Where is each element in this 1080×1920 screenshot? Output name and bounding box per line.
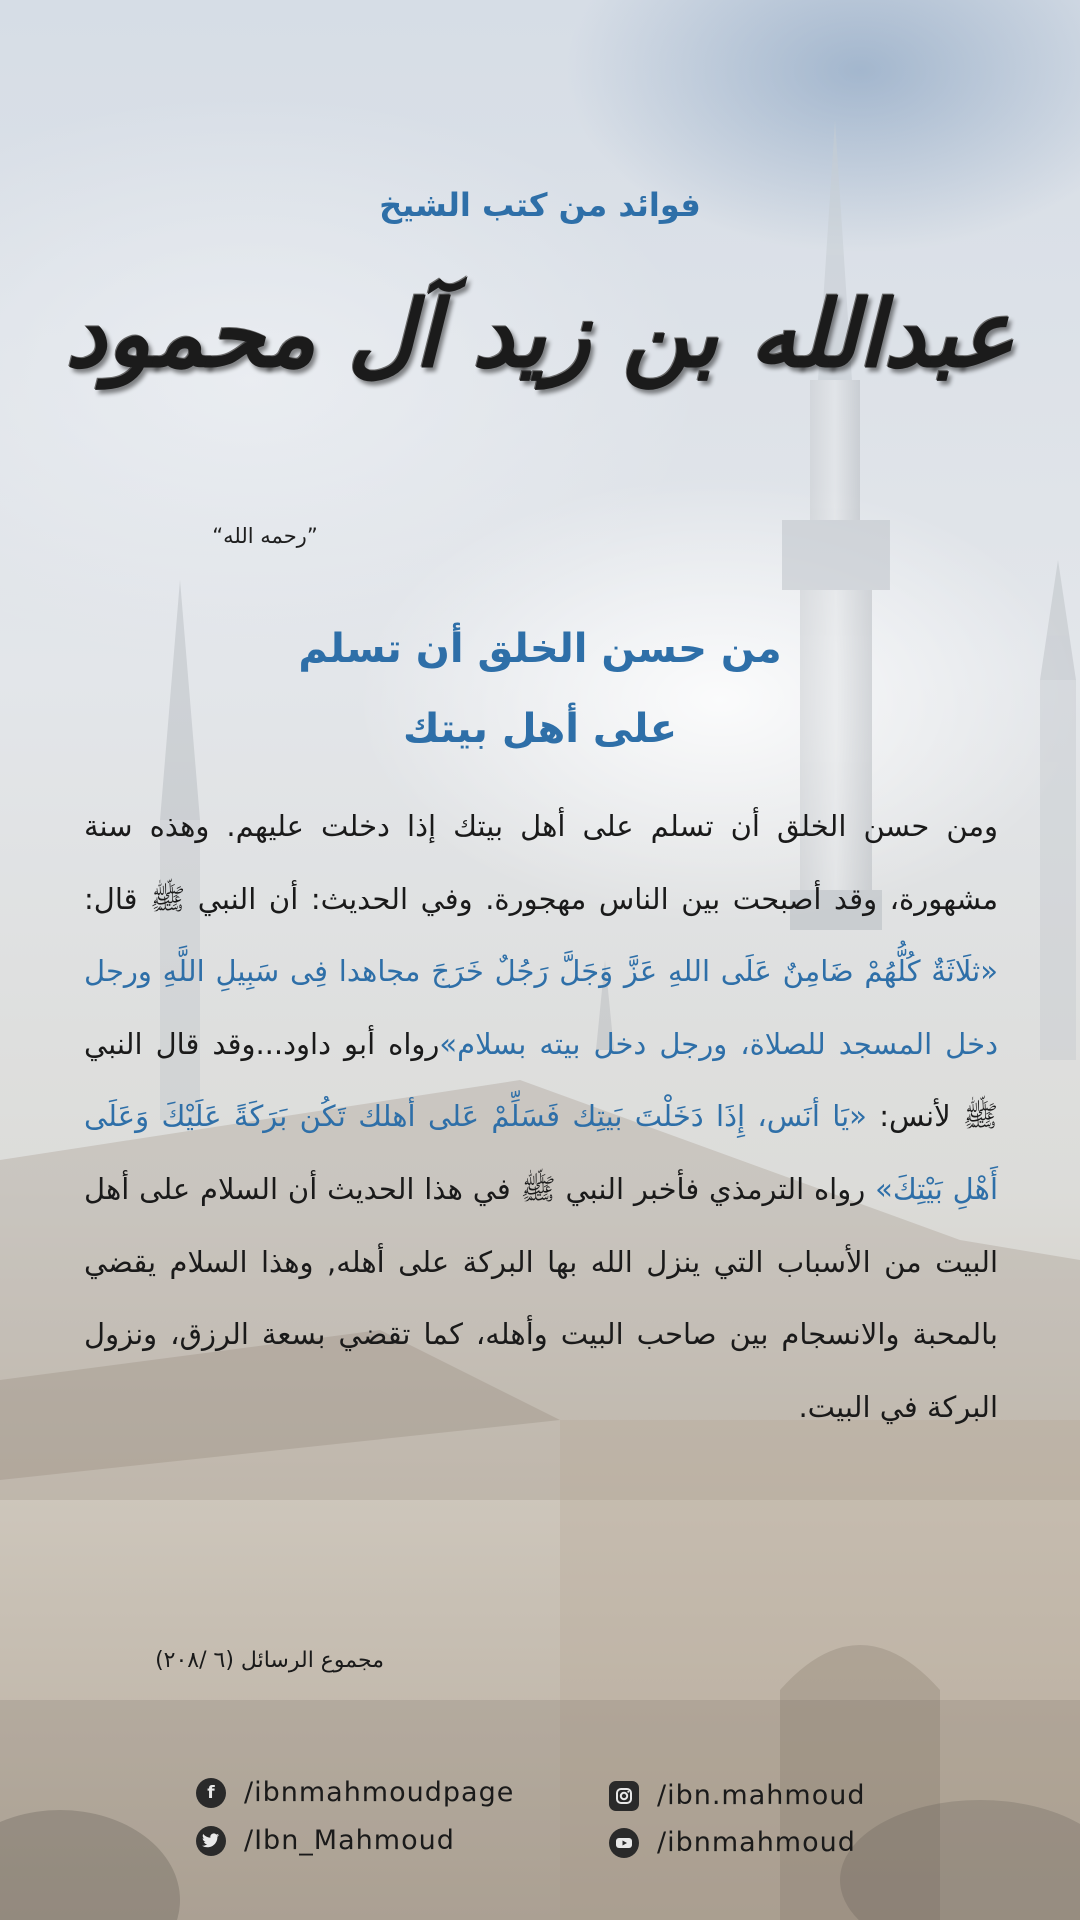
body-paragraph-3: رواه الترمذي فأخبر النبي ﷺ في هذا الحديث أن السلام على أهل البيت من الأسباب التي ينزل الله بها البركة على أهله, وهذا السلام يقضي بالمحبة والانسجام بين صاحب البيت وأهله، كما تقضي بسعة الرزق، ونزول البركة في البيت. bbox=[84, 1171, 998, 1424]
youtube-link[interactable] bbox=[609, 1827, 856, 1858]
hadith-quote-2: «يَا أنَس، إِذَا دَخَلْتَ بَيتِك فَسَلِّمْ عَلى أهلك تَكُن بَرَكَةً عَلَيْكَ وَعَلَى أَهْلِ بَيْتِكَ» bbox=[84, 1099, 998, 1206]
instagram-link[interactable] bbox=[609, 1780, 865, 1811]
honorific-label: ”رحمه الله“ bbox=[212, 524, 318, 548]
facebook-link[interactable] bbox=[196, 1777, 514, 1808]
instagram-handle: /ibn.mahmoud bbox=[657, 1780, 866, 1811]
hadith-quote-1: «ثلَاثَةٌ كُلُّهُمْ ضَامِنٌ عَلَى اللهِ عَزَّ وَجَلَّ رَجُلٌ خَرَجَ مجاهدا فِى سَبِيلِ اللَّهِ ورجل دخل المسجد للصلاة، ورجل دخل بيته بسلام» bbox=[84, 954, 998, 1061]
author-calligraphy: عبدالله بن زيد آل محمود bbox=[65, 280, 1015, 388]
facebook-icon: f bbox=[196, 1778, 226, 1808]
twitter-icon bbox=[196, 1826, 226, 1856]
series-subtitle: فوائد من كتب الشيخ bbox=[379, 186, 701, 224]
body-paragraph-2: رواه أبو داود...وقد قال النبي ﷺ لأنس: bbox=[84, 1026, 998, 1134]
twitter-handle: /Ibn_Mahmoud bbox=[244, 1825, 455, 1856]
article-body bbox=[84, 790, 998, 1443]
source-reference: مجموع الرسائل (٦ /٢٠٨) bbox=[155, 1648, 384, 1673]
youtube-icon bbox=[609, 1828, 639, 1858]
body-paragraph-1: ومن حسن الخلق أن تسلم على أهل بيتك إذا دخلت عليهم. وهذه سنة مشهورة، وقد أصبحت بين الناس مهجورة. وفي الحديث: أن النبي ﷺ قال: bbox=[84, 809, 998, 916]
youtube-handle: /ibnmahmoud bbox=[657, 1827, 856, 1858]
twitter-link[interactable] bbox=[196, 1825, 455, 1856]
article-title-line-1: من حسن الخلق أن تسلم bbox=[298, 626, 782, 672]
article-title-line-2: على أهل بيتك bbox=[402, 706, 678, 752]
instagram-icon bbox=[609, 1781, 639, 1811]
facebook-handle: /ibnmahmoudpage bbox=[244, 1777, 515, 1808]
